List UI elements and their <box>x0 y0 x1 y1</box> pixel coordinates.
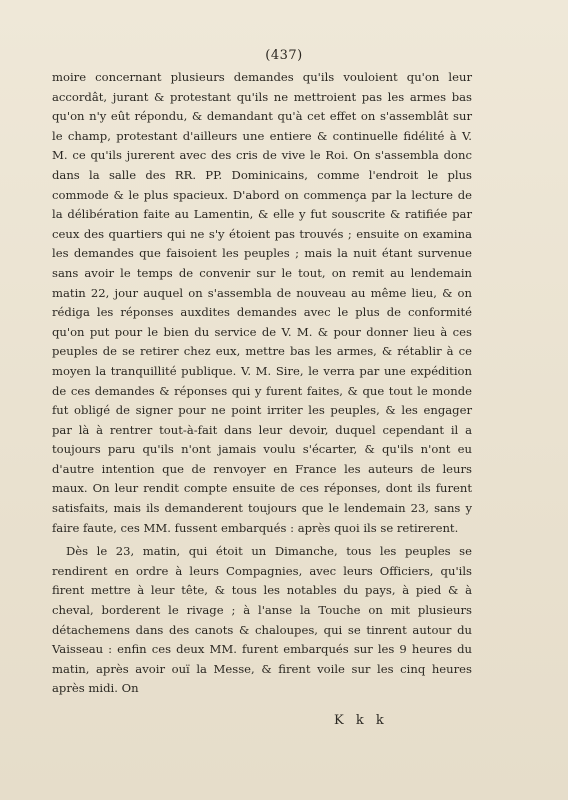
page-number: (437) <box>265 48 303 63</box>
body-text <box>52 68 472 699</box>
signature-mark: K k k <box>334 713 388 728</box>
paragraph-1: moire concernant plusieurs demandes qu'ils vouloient qu'on leur accordât, jurant & protestant qu'ils ne mettroient pas les armes bas qu'on n'y eût répondu, & demandant qu'à cet effet on s'assemblât sur le champ, protestant d'ailleurs une entiere & continuelle fidélité à V. M. ce qu'ils jurerent avec des cris de vive le Roi. On s'assembla donc dans la salle des RR. PP. Dominicains, comme l'endroit le plus commode & le plus spacieux. D'abord on commença par la lecture de la délibération faite au Lamentin, & elle y fut souscrite & ratifiée par ceux des quartiers qui ne s'y étoient pas trouvés ; ensuite on examina les demandes que faisoient les peuples ; mais la nuit étant survenue sans avoir le temps de convenir sur le tout, on remit au lendemain matin 22, jour auquel on s'assembla de nouveau au même lieu, & on rédiga les réponses auxdites demandes avec le plus de conformité qu'on put pour le bien du service de V. M. & pour donner lieu à ces peuples de se retirer chez eux, mettre bas les armes, & rétablir à ce moyen la tranquillité publique. V. M. Sire, le verra par une expédition de ces demandes & réponses qui y furent faites, & que tout le monde fut obligé de signer pour ne point irriter les peuples, & les engager par là à rentrer tout-à-fait dans leur devoir, duquel cependant il a toujours paru qu'ils n'ont jamais voulu s'écarter, & qu'ils n'ont eu d'autre intention que de renvoyer en France les auteurs de leurs maux. On leur rendit compte ensuite de ces réponses, dont ils furent satisfaits, mais ils demanderent toujours que le lendemain 23, sans y faire faute, ces MM. fussent embarqués : après quoi ils se retirerent. <box>52 70 472 535</box>
paragraph-2: Dès le 23, matin, qui étoit un Dimanche, tous les peuples se rendirent en ordre à leurs Compagnies, avec leurs Officiers, qu'ils firent mettre à leur tête, & tous les notables du pays, à pied & à cheval, borderent le rivage ; à l'anse la Touche on mit plusieurs détachemens dans des canots & chaloupes, qui se tinrent autour du Vaisseau : enfin ces deux MM. furent embarqués sur les 9 heures du matin, après avoir ouï la Messe, & firent voile sur les cinq heures après midi. On <box>52 544 472 696</box>
